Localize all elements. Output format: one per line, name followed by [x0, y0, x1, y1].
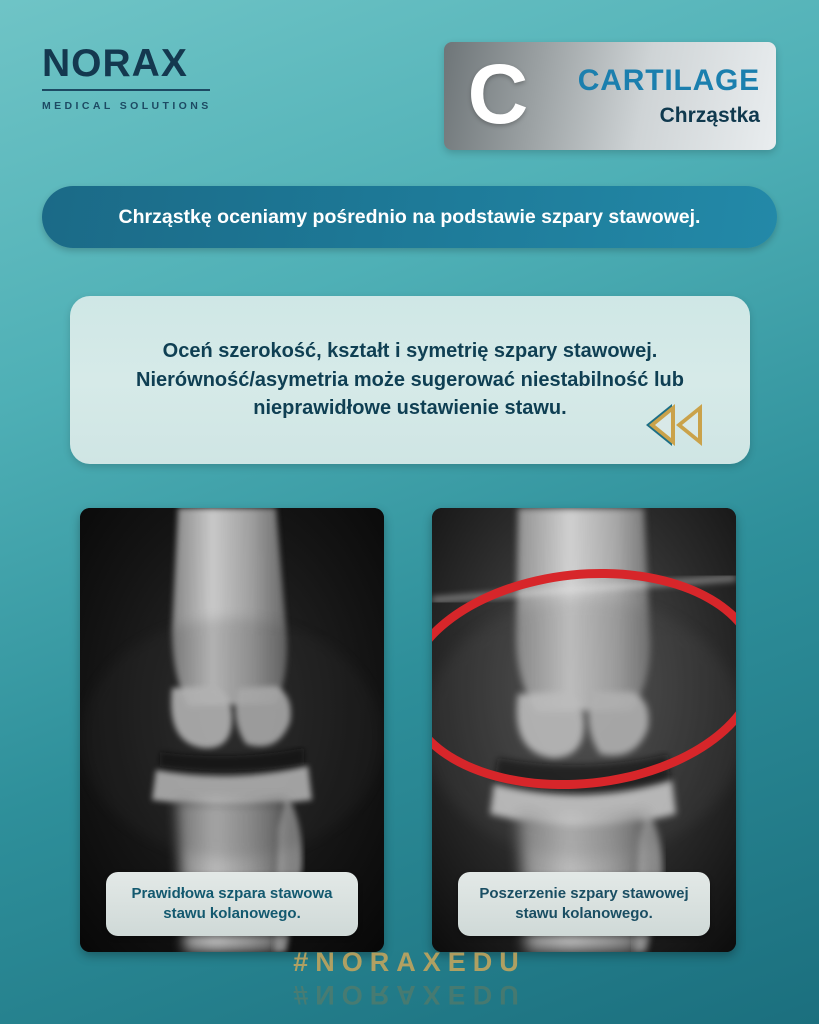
info-line-2: Nierówność/asymetria może sugerować niestabilność lub [136, 368, 684, 391]
info-line-3: nieprawidłowe ustawienie stawu. [253, 397, 567, 420]
section-badge [444, 42, 776, 150]
info-card [70, 296, 750, 464]
badge-subtitle: Chrząstka [659, 104, 760, 127]
caption-normal-line2: stawu kolanowego. [163, 904, 301, 922]
brand-logo [42, 44, 242, 112]
caption-normal [106, 872, 358, 937]
caption-abnormal-line1: Poszerzenie szpary stawowej [479, 884, 689, 902]
footer-hashtag-reflection: #NORAXEDU [293, 980, 526, 1010]
caption-normal-line1: Prawidłowa szpara stawowa [131, 884, 333, 902]
brand-name: NORAX [42, 42, 188, 85]
headline-text: Chrząstkę oceniamy pośrednio na podstawie szpary stawowej. [118, 205, 701, 228]
logo-divider [42, 89, 210, 91]
brand-tagline: MEDICAL SOLUTIONS [42, 100, 212, 112]
xray-panel-abnormal [432, 508, 736, 952]
caption-abnormal-line2: stawu kolanowego. [515, 904, 653, 922]
xray-panel-normal [80, 508, 384, 952]
chevron-left-icon-3 [700, 404, 726, 446]
badge-title: CARTILAGE [577, 64, 760, 97]
badge-letter: C [467, 47, 529, 141]
badge-text-group [552, 64, 776, 128]
caption-abnormal [458, 872, 710, 937]
headline-banner [42, 186, 777, 248]
chevron-arrows-icon [646, 404, 726, 446]
info-line-1: Oceń szerokość, kształt i symetrię szpary stawowej. [162, 340, 658, 363]
footer-hashtag: #NORAXEDU [293, 947, 526, 977]
